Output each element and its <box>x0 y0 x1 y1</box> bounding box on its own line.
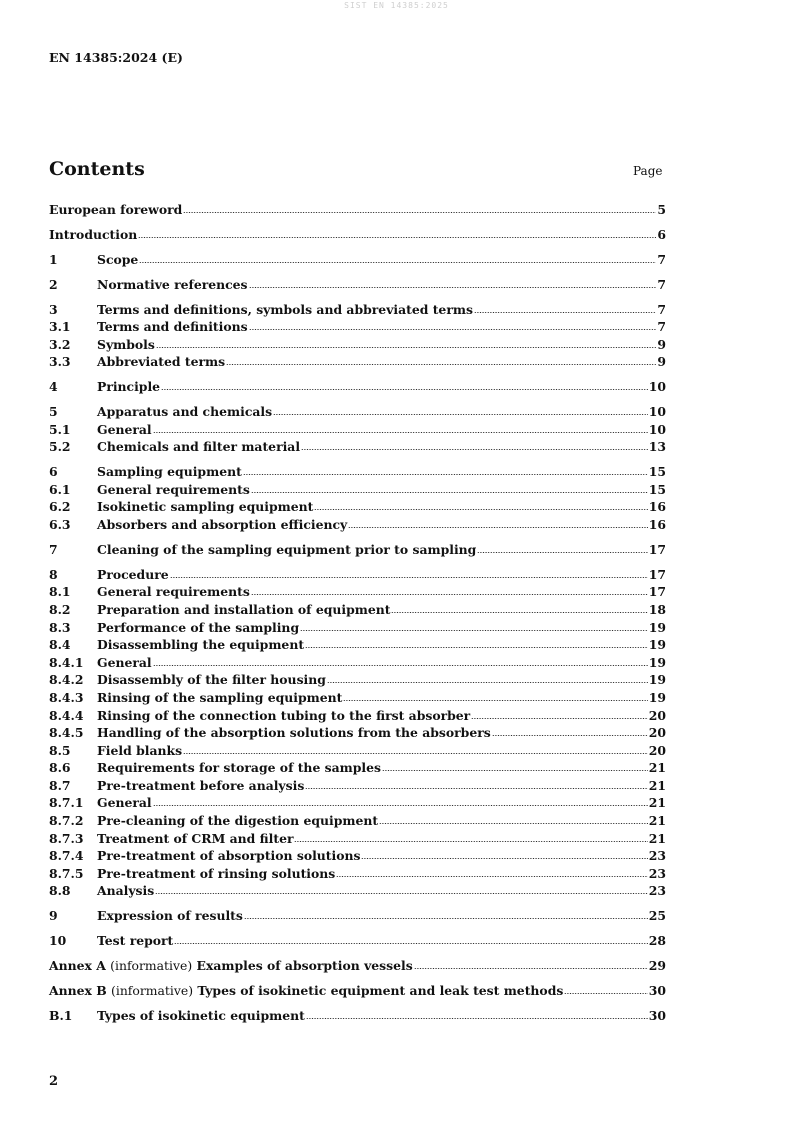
page-number: 2 <box>49 1074 59 1089</box>
toc-entry-number: 6.3 <box>49 516 71 532</box>
toc-entry[interactable] <box>49 336 666 354</box>
toc-entry[interactable] <box>49 777 666 795</box>
dot-leader <box>343 693 647 702</box>
toc-entry-page: 21 <box>648 777 666 793</box>
toc-entry[interactable] <box>49 1007 666 1025</box>
dot-leader <box>170 570 648 579</box>
table-of-contents <box>49 201 666 1025</box>
toc-entry[interactable] <box>49 276 666 294</box>
toc-entry-title: Performance of the sampling <box>97 619 300 635</box>
dot-leader <box>156 340 657 349</box>
dot-leader <box>183 205 656 214</box>
dot-leader <box>138 230 656 239</box>
dot-leader <box>492 728 648 737</box>
toc-entry[interactable] <box>49 957 666 975</box>
toc-entry-title: Pre-treatment of rinsing solutions <box>97 865 336 881</box>
toc-entry-title: Absorbers and absorption efficiency <box>97 516 348 532</box>
toc-entry[interactable] <box>49 201 666 219</box>
toc-entry-title: Disassembly of the filter housing <box>97 672 326 688</box>
dot-leader <box>251 485 648 494</box>
toc-entry-number: 8.4.4 <box>49 707 84 723</box>
toc-entry[interactable] <box>49 318 666 336</box>
dot-leader <box>139 255 656 264</box>
toc-entry-number: 1 <box>49 251 58 267</box>
dot-leader <box>251 587 648 596</box>
toc-entry-title: Analysis <box>97 883 155 899</box>
toc-entry-title: Rinsing of the connection tubing to the first absorber <box>97 707 471 723</box>
toc-entry-number: 10 <box>49 933 67 949</box>
toc-entry-number: 8.4.5 <box>49 725 84 741</box>
toc-entry-page: 13 <box>648 439 666 455</box>
toc-entry-title: Expression of results <box>97 908 243 924</box>
annex-title: Examples of absorption vessels <box>196 958 413 974</box>
toc-entry-page: 29 <box>648 958 666 974</box>
watermark: SIST EN 14385:2025 <box>344 1 449 10</box>
toc-entry[interactable] <box>49 794 666 812</box>
toc-entry-number: 8.5 <box>49 742 71 758</box>
toc-entry-page: 28 <box>648 933 666 949</box>
toc-entry[interactable] <box>49 481 666 499</box>
document-id: EN 14385:2024 (E) <box>49 50 183 65</box>
toc-entry[interactable] <box>49 847 666 865</box>
toc-entry-page: 21 <box>648 830 666 846</box>
toc-entry-page: 16 <box>648 516 666 532</box>
dot-leader <box>474 305 656 314</box>
page-column-label: Page <box>633 164 663 178</box>
toc-entry-page: 10 <box>648 379 666 395</box>
toc-entry[interactable] <box>49 251 666 269</box>
toc-entry-page: 7 <box>657 251 666 267</box>
dot-leader <box>249 280 657 289</box>
toc-entry-number: 8.3 <box>49 619 71 635</box>
toc-entry-title: Preparation and installation of equipment <box>97 601 391 617</box>
toc-entry[interactable] <box>49 438 666 456</box>
toc-entry-page: 21 <box>648 760 666 776</box>
toc-entry[interactable] <box>49 707 666 725</box>
toc-entry-page: 23 <box>648 883 666 899</box>
toc-entry-page: 18 <box>648 601 666 617</box>
dot-leader <box>361 851 647 860</box>
toc-entry[interactable] <box>49 301 666 319</box>
toc-entry-page: 19 <box>648 689 666 705</box>
toc-entry-page: 20 <box>648 742 666 758</box>
toc-entry[interactable] <box>49 601 666 619</box>
toc-entry-page: 7 <box>657 301 666 317</box>
toc-entry-number: 2 <box>49 276 58 292</box>
toc-entry-number: 7 <box>49 541 58 557</box>
toc-entry-page: 9 <box>657 336 666 352</box>
toc-entry-title: Disassembling the equipment <box>97 637 305 653</box>
toc-entry-number: 8.7 <box>49 777 71 793</box>
toc-entry-page: 9 <box>657 354 666 370</box>
toc-entry-number: 5.1 <box>49 421 71 437</box>
toc-entry[interactable] <box>49 982 666 1000</box>
toc-entry-title: General <box>97 795 152 811</box>
toc-entry-number: 8.7.4 <box>49 848 84 864</box>
dot-leader <box>306 1011 648 1020</box>
toc-entry-number: 8.4.2 <box>49 672 84 688</box>
dot-leader <box>243 467 648 476</box>
dot-leader <box>471 711 648 720</box>
dot-leader <box>153 798 648 807</box>
toc-entry-title: Pre-treatment before analysis <box>97 777 305 793</box>
toc-entry-title: Scope <box>97 251 139 267</box>
toc-entry-number: 3.3 <box>49 354 71 370</box>
toc-entry[interactable] <box>49 498 666 516</box>
toc-entry-title: Pre-cleaning of the digestion equipment <box>97 813 379 829</box>
annex-informative-label: (informative) <box>111 983 194 999</box>
toc-entry-page: 17 <box>648 584 666 600</box>
toc-entry-page: 15 <box>648 464 666 480</box>
toc-entry-page: 19 <box>648 654 666 670</box>
toc-entry-title: General requirements <box>97 481 250 497</box>
dot-leader <box>153 658 648 667</box>
toc-entry[interactable] <box>49 882 666 900</box>
toc-entry-title: Normative references <box>97 276 248 292</box>
dot-leader <box>244 911 648 920</box>
toc-entry[interactable] <box>49 671 666 689</box>
toc-entry-title: Terms and definitions <box>97 319 248 335</box>
toc-entry[interactable] <box>49 378 666 396</box>
toc-entry-page: 19 <box>648 637 666 653</box>
toc-entry-number: 6.1 <box>49 481 71 497</box>
toc-entry[interactable] <box>49 812 666 830</box>
toc-entry-number: 6.2 <box>49 499 71 515</box>
toc-entry-number: 8.7.1 <box>49 795 84 811</box>
dot-leader <box>391 605 647 614</box>
toc-entry-page: 7 <box>657 276 666 292</box>
toc-entry-title: Types of isokinetic equipment <box>97 1007 305 1023</box>
toc-entry-title <box>49 957 413 975</box>
dot-leader <box>382 763 648 772</box>
toc-entry-title: Isokinetic sampling equipment <box>97 499 314 515</box>
toc-entry-number: 8.8 <box>49 883 71 899</box>
dot-leader <box>477 545 647 554</box>
toc-entry[interactable] <box>49 619 666 637</box>
toc-entry-title: General requirements <box>97 584 250 600</box>
toc-entry-title: Sampling equipment <box>97 464 242 480</box>
toc-entry[interactable] <box>49 583 666 601</box>
toc-entry-number: 8.7.3 <box>49 830 84 846</box>
toc-entry[interactable] <box>49 463 666 481</box>
dot-leader <box>314 502 647 511</box>
toc-entry-page: 30 <box>648 1007 666 1023</box>
toc-entry-title: Chemicals and filter material <box>97 439 301 455</box>
toc-entry-number: 8.4.3 <box>49 689 84 705</box>
toc-entry-title: Symbols <box>97 336 155 352</box>
toc-entry-page: 10 <box>648 421 666 437</box>
toc-entry-number: 3.2 <box>49 336 71 352</box>
toc-entry-number: 8.2 <box>49 601 71 617</box>
toc-entry[interactable] <box>49 865 666 883</box>
toc-entry[interactable] <box>49 654 666 672</box>
dot-leader <box>414 961 648 970</box>
toc-entry-title: Abbreviated terms <box>97 354 226 370</box>
toc-entry-title: Terms and definitions, symbols and abbreviated terms <box>97 301 473 317</box>
toc-entry-title: Treatment of CRM and filter <box>97 830 294 846</box>
toc-entry-page: 17 <box>648 541 666 557</box>
toc-entry-number: 5.2 <box>49 439 71 455</box>
toc-entry-number: B.1 <box>49 1007 73 1023</box>
toc-entry[interactable] <box>49 636 666 654</box>
toc-entry[interactable] <box>49 724 666 742</box>
toc-entry-title: European foreword <box>49 202 183 217</box>
dot-leader <box>153 425 648 434</box>
toc-entry[interactable] <box>49 541 666 559</box>
toc-entry-title: Requirements for storage of the samples <box>97 760 381 776</box>
dot-leader <box>564 986 647 995</box>
dot-leader <box>305 781 647 790</box>
dot-leader <box>305 640 648 649</box>
dot-leader <box>301 442 648 451</box>
dot-leader <box>327 675 648 684</box>
dot-leader <box>300 623 648 632</box>
toc-entry-page: 21 <box>648 795 666 811</box>
toc-entry[interactable] <box>49 421 666 439</box>
toc-entry-page: 19 <box>648 619 666 635</box>
toc-entry-page: 19 <box>648 672 666 688</box>
toc-entry-page: 23 <box>648 865 666 881</box>
dot-leader <box>161 382 648 391</box>
toc-entry-number: 6 <box>49 464 58 480</box>
dot-leader <box>379 816 648 825</box>
toc-entry[interactable] <box>49 516 666 534</box>
toc-entry[interactable] <box>49 759 666 777</box>
toc-entry[interactable] <box>49 689 666 707</box>
dot-leader <box>174 936 647 945</box>
dot-leader <box>273 407 648 416</box>
toc-entry-page: 10 <box>648 404 666 420</box>
toc-entry-number: 9 <box>49 908 58 924</box>
toc-entry-page: 30 <box>648 983 666 999</box>
toc-entry-page: 16 <box>648 499 666 515</box>
toc-entry-title: General <box>97 421 152 437</box>
toc-entry-number: 3 <box>49 301 58 317</box>
toc-entry[interactable] <box>49 907 666 925</box>
toc-entry-title <box>49 982 563 1000</box>
toc-entry[interactable] <box>49 403 666 421</box>
toc-entry-page: 15 <box>648 481 666 497</box>
toc-entry-title: Field blanks <box>97 742 183 758</box>
toc-entry-title: Cleaning of the sampling equipment prior to sampling <box>97 541 477 557</box>
toc-entry-title: Test report <box>97 933 174 949</box>
toc-entry[interactable] <box>49 353 666 371</box>
toc-entry[interactable] <box>49 932 666 950</box>
toc-entry[interactable] <box>49 566 666 584</box>
toc-entry-title: Introduction <box>49 226 138 242</box>
toc-entry-number: 8.4 <box>49 637 71 653</box>
annex-label: Annex B <box>49 983 107 999</box>
toc-entry-title: Principle <box>97 379 161 395</box>
annex-informative-label: (informative) <box>110 958 193 974</box>
toc-entry-number: 8.1 <box>49 584 71 600</box>
dot-leader <box>249 322 657 331</box>
toc-entry-number: 3.1 <box>49 319 71 335</box>
annex-title: Types of isokinetic equipment and leak test methods <box>197 983 564 999</box>
toc-entry-page: 6 <box>657 226 666 242</box>
annex-label: Annex A <box>49 958 106 974</box>
toc-entry-number: 8.4.1 <box>49 654 84 670</box>
dot-leader <box>294 834 647 843</box>
toc-entry-page: 5 <box>657 202 666 217</box>
contents-heading: Contents <box>49 158 145 180</box>
toc-entry[interactable] <box>49 830 666 848</box>
toc-entry-number: 8.7.5 <box>49 865 84 881</box>
toc-entry-title: Procedure <box>97 566 169 582</box>
toc-entry-number: 5 <box>49 404 58 420</box>
toc-entry-page: 20 <box>648 725 666 741</box>
toc-entry[interactable] <box>49 742 666 760</box>
toc-entry-number: 8 <box>49 566 58 582</box>
toc-entry-title: Rinsing of the sampling equipment <box>97 689 343 705</box>
toc-entry-page: 23 <box>648 848 666 864</box>
toc-entry-title: General <box>97 654 152 670</box>
toc-entry-title: Pre-treatment of absorption solutions <box>97 848 361 864</box>
toc-entry-number: 4 <box>49 379 58 395</box>
toc-entry-title: Handling of the absorption solutions from the absorbers <box>97 725 491 741</box>
dot-leader <box>183 746 648 755</box>
dot-leader <box>155 886 648 895</box>
dot-leader <box>226 357 656 366</box>
toc-entry-number: 8.7.2 <box>49 813 84 829</box>
toc-entry[interactable] <box>49 226 666 244</box>
dot-leader <box>336 869 647 878</box>
toc-entry-page: 7 <box>657 319 666 335</box>
toc-entry-page: 21 <box>648 813 666 829</box>
dot-leader <box>348 520 648 529</box>
toc-entry-number: 8.6 <box>49 760 71 776</box>
toc-entry-page: 17 <box>648 566 666 582</box>
toc-entry-page: 25 <box>648 908 666 924</box>
toc-entry-page: 20 <box>648 707 666 723</box>
toc-entry-title: Apparatus and chemicals <box>97 404 273 420</box>
